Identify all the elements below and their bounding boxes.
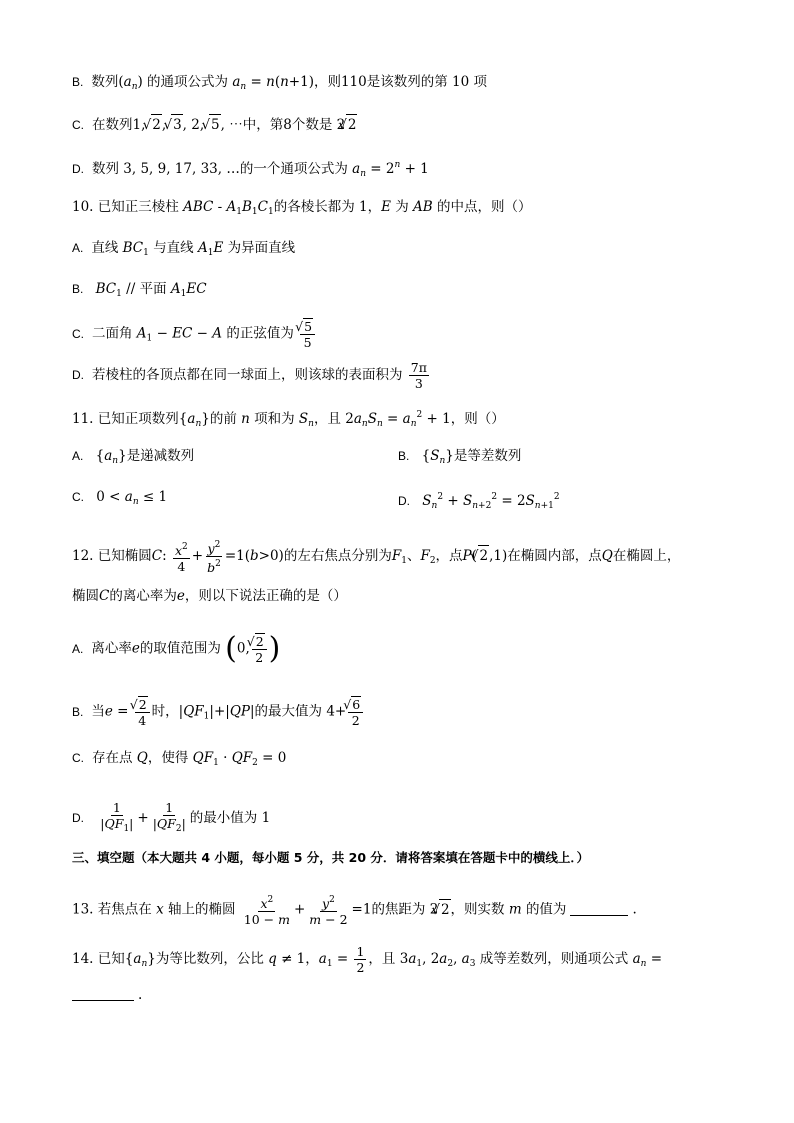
- q12-option-c: C. 存在点 Q，使得 $QF_1 \cdot QF_2 = 0$: [72, 750, 287, 768]
- q11-stem: 11. 已知正项数列$\{a_n\}$的前 n 项和为 $S_n$，且 $2a_nS_n = a_n^2 + 1$，则（）: [72, 410, 505, 429]
- q10-option-d: D. 若棱柱的各顶点都在同一球面上，则该球的表面积为 $\frac{7\pi}{3}$: [72, 360, 427, 391]
- q10-option-c: C. 二面角 $A_1$ − EC − A 的正弦值为 √ $\frac{5}{5}$: [72, 318, 317, 350]
- answer-blank[interactable]: [72, 1000, 134, 1001]
- q10-stem: 10. 已知正三棱柱 ABC - $A_1B_1C_1$的各棱长都为 1，E 为 AB 的中点，则（）: [72, 199, 532, 217]
- q12-option-b: B. 当e = √ $\frac{2}{4}$ 时，$|QF_1|+|QP|$的最大值为 4+ √ $\frac{6}{2}$: [72, 696, 365, 728]
- q11-option-c: C. $0 < a_n \le 1$: [72, 489, 168, 507]
- q14-answer-line: .: [72, 985, 142, 1005]
- q9-option-d: D. 数列 3, 5, 9, 17, 33, …的一个通项公式为 $a_n = 2^n + 1$: [72, 160, 429, 179]
- answer-blank[interactable]: [570, 915, 628, 916]
- q11-option-d: D. $S_n^2 + S_{n+2}^2 = 2S_{n+1}^2$: [398, 492, 560, 511]
- q11-option-a: A. $\{a_n\}$是递减数列: [72, 448, 195, 466]
- q13-stem: 13. 若焦点在 x 轴上的椭圆 $\frac{x^2}{10 - m}$ + $\frac{y^2}{m - 2}$ =1的焦距为 2√ 2，则实数 m 的值为 .: [72, 893, 637, 927]
- q12-stem-line2: 椭圆C的离心率为e，则以下说法正确的是（）: [72, 588, 347, 604]
- q12-option-a: A. 离心率e的取值范围为 (0, √ $\frac{2}{2}$ ): [72, 633, 280, 665]
- q14-stem: 14. 已知$\{a_n\}$为等比数列，公比 q ≠ 1，$a_1$ = $\frac{1}{2}$ ，且 $3a_1$, $2a_2$, $a_3$ 成等差数列，则通项公式 $a_n$ =: [72, 944, 663, 975]
- q11-option-b: B. $\{S_n\}$是等差数列: [398, 448, 522, 466]
- q12-stem: 12. 已知椭圆C: $\frac{x^2}{4}$ + $\frac{y^2}{b^2}$ =1(b>0)的左右焦点分别为$F_1$、$F_2$，点P(√ 2,1)在椭圆内部，点Q在椭圆上，: [72, 538, 680, 575]
- q12-option-d: D. $\frac{1}{|QF_1|}$ + $\frac{1}{|QF_2|}$ 的最小值为 1: [72, 800, 271, 834]
- q9-option-b: B. 数列$(a_n)$ 的通项公式为 $a_n = n(n+1)$，则110是该数列的第 10 项: [72, 74, 488, 92]
- q10-option-a: A. 直线 $BC_1$ 与直线 $A_1E$ 为异面直线: [72, 240, 296, 258]
- section-3-heading: 三、填空题（本大题共 4 小题，每小题 5 分，共 20 分．请将答案填在答题卡中的横线上．）: [72, 850, 590, 865]
- q9-option-c: C. 在数列1, √ 2, √ 3, 2, √ 5, ⋯中，第8个数是 2√ 2: [72, 114, 357, 135]
- q10-option-b: B. $BC_1$ // 平面 $A_1EC$: [72, 281, 207, 299]
